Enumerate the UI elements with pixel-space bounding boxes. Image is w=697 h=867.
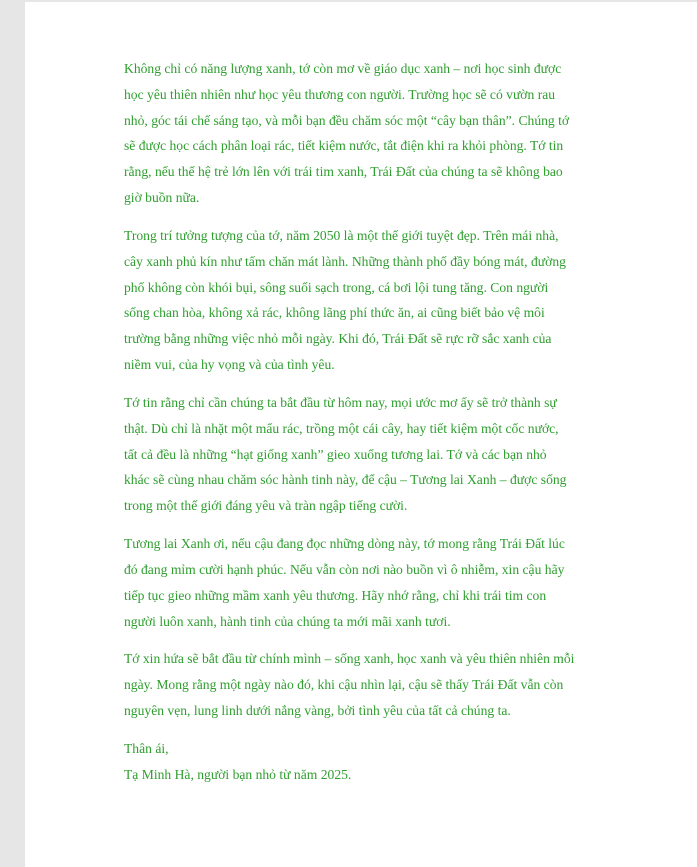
paragraph-5: Tớ xin hứa sẽ bắt đầu từ chính mình – sống xanh, học xanh và yêu thiên nhiên mỗi ngày. Mong rằng một ngày nào đó, khi cậu nhìn lại, cậu sẽ thấy Trái Đất vẫn còn nguyên vẹn, lung linh dưới nắng vàng, bởi tình yêu của tất cả chúng ta. (124, 651, 575, 719)
letter-body (124, 56, 626, 788)
letter-closing: Thân ái, Tạ Minh Hà, người bạn nhỏ từ năm 2025. (124, 741, 352, 782)
paragraph-3: Tớ tin rằng chỉ cần chúng ta bắt đầu từ hôm nay, mọi ước mơ ấy sẽ trở thành sự thật. Dù chỉ là nhặt một mẩu rác, trồng một cái cây, hay tiết kiệm một cốc nước, tất cả đều là những “hạt giống xanh” gieo xuống tương lai. Tớ và các bạn nhỏ khác sẽ cùng nhau chăm sóc hành tinh này, để cậu – Tương lai Xanh – được sống trong một thế giới đáng yêu và tràn ngập tiếng cười. (124, 394, 567, 514)
paragraph-4: Tương lai Xanh ơi, nếu cậu đang đọc những dòng này, tớ mong rằng Trái Đất lúc đó đang mỉm cười hạnh phúc. Nếu vẫn còn nơi nào buồn vì ô nhiễm, xin cậu hãy tiếp tục gieo những mầm xanh yêu thương. Hãy nhớ rằng, chỉ khi trái tim con người luôn xanh, hành tinh của chúng ta mới mãi xanh tươi. (124, 536, 565, 629)
document-page (25, 2, 697, 867)
paragraph-2: Trong trí tưởng tượng của tớ, năm 2050 là một thế giới tuyệt đẹp. Trên mái nhà, cây xanh phủ kín như tấm chăn mát lành. Những thành phố đầy bóng mát, đường phố không còn khói bụi, sông suối sạch trong, cá bơi lội tung tăng. Con người sống chan hòa, không xả rác, không lãng phí thức ăn, ai cũng biết bảo vệ môi trường bằng những việc nhỏ mỗi ngày. Khi đó, Trái Đất sẽ rực rỡ sắc xanh của niềm vui, của hy vọng và của tình yêu. (124, 227, 566, 372)
paragraph-1: Không chỉ có năng lượng xanh, tớ còn mơ về giáo dục xanh – nơi học sinh được học yêu thiên nhiên như học yêu thương con người. Trường học sẽ có vườn rau nhỏ, góc tái chế sáng tạo, và mỗi bạn đều chăm sóc một “cây bạn thân”. Chúng tớ sẽ được học cách phân loại rác, tiết kiệm nước, tắt điện khi ra khỏi phòng. Tớ tin rằng, nếu thế hệ trẻ lớn lên với trái tim xanh, Trái Đất của chúng ta sẽ không bao giờ buồn nữa. (124, 61, 570, 205)
